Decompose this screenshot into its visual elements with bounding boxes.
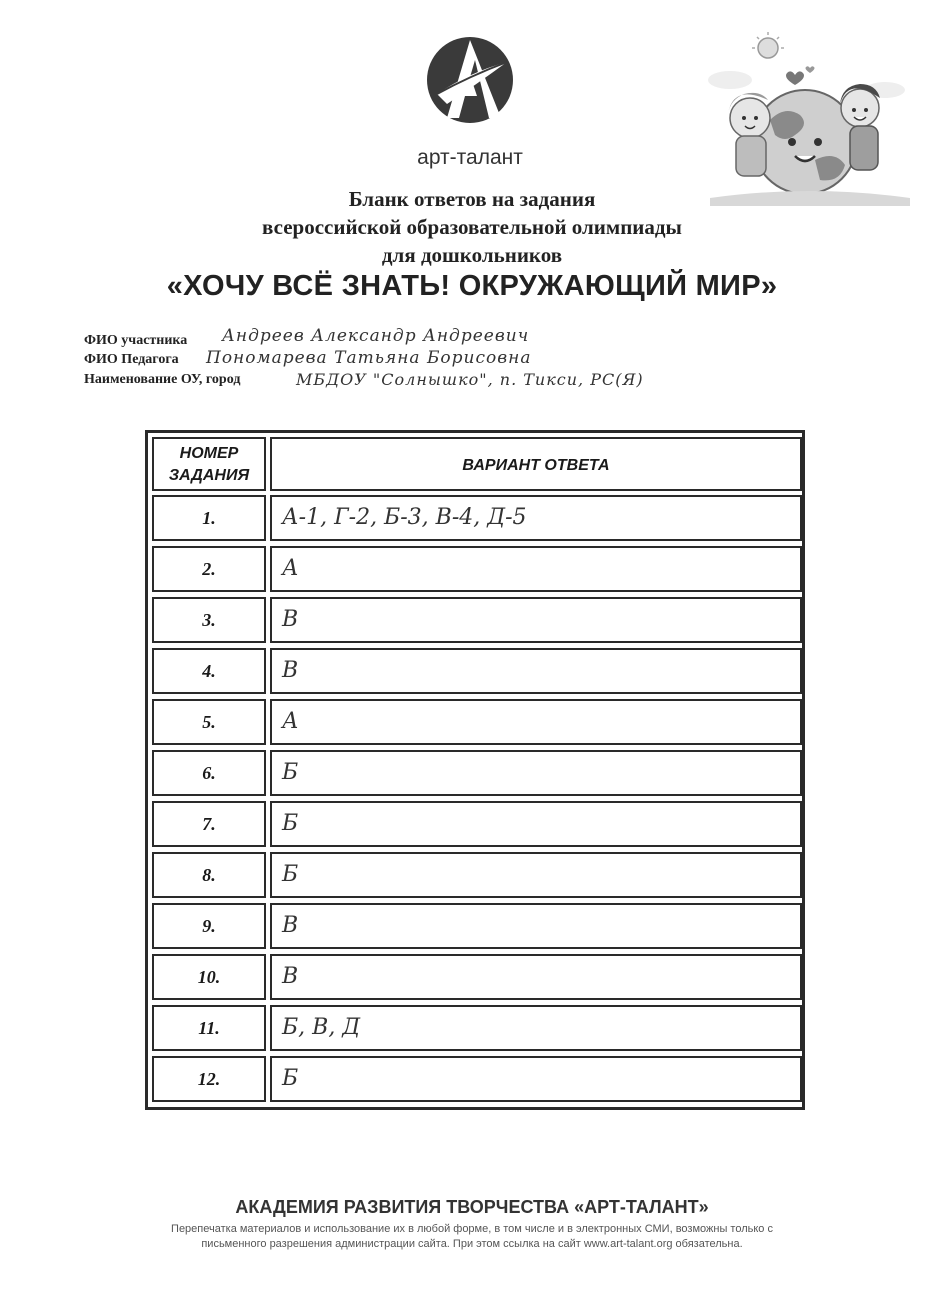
table-row bbox=[152, 495, 802, 541]
task-answer: Б bbox=[270, 801, 802, 847]
task-answer: В bbox=[270, 954, 802, 1000]
teacher-label: ФИО Педагога bbox=[84, 352, 179, 367]
column-header-number: НОМЕР ЗАДАНИЯ bbox=[152, 437, 266, 491]
task-answer: А bbox=[270, 699, 802, 745]
task-number: 7. bbox=[152, 801, 266, 847]
title-line-2: всероссийской образовательной олимпиады bbox=[262, 215, 682, 239]
copyright-note-line-2: письменного разрешения администрации сайта. При этом ссылка на сайт www.art-talant.org обязательна. bbox=[201, 1238, 743, 1250]
art-talant-logo-icon bbox=[425, 32, 515, 128]
task-answer: Б, В, Д bbox=[270, 1005, 802, 1051]
column-header-answer: ВАРИАНТ ОТВЕТА bbox=[270, 437, 802, 491]
copyright-note bbox=[110, 1222, 834, 1252]
task-number: 10. bbox=[152, 954, 266, 1000]
table-row bbox=[152, 699, 802, 745]
teacher-value: Пономарева Татьяна Борисовна bbox=[206, 348, 532, 368]
participant-label: ФИО участника bbox=[84, 333, 188, 348]
task-answer: В bbox=[270, 648, 802, 694]
brand-name: арт-талант bbox=[417, 146, 523, 169]
table-row bbox=[152, 1056, 802, 1102]
table-row bbox=[152, 801, 802, 847]
task-answer: В bbox=[270, 903, 802, 949]
table-row bbox=[152, 546, 802, 592]
task-answer: Б bbox=[270, 750, 802, 796]
title-line-1: Бланк ответов на задания bbox=[348, 187, 596, 211]
task-number: 4. bbox=[152, 648, 266, 694]
task-answer: А bbox=[270, 546, 802, 592]
task-number: 3. bbox=[152, 597, 266, 643]
table-row bbox=[152, 750, 802, 796]
table-row bbox=[152, 597, 802, 643]
task-number: 2. bbox=[152, 546, 266, 592]
task-number: 12. bbox=[152, 1056, 266, 1102]
task-number: 5. bbox=[152, 699, 266, 745]
task-number: 1. bbox=[152, 495, 266, 541]
task-number: 11. bbox=[152, 1005, 266, 1051]
copyright-note-line-1: Перепечатка материалов и использование их в любой форме, в том числе и в электронных СМИ, возможны только с bbox=[171, 1223, 773, 1235]
task-answer: А-1, Г-2, Б-3, В-4, Д-5 bbox=[270, 495, 802, 541]
participant-value: Андреев Александр Андреевич bbox=[222, 326, 530, 346]
task-number: 8. bbox=[152, 852, 266, 898]
task-number: 9. bbox=[152, 903, 266, 949]
task-answer: Б bbox=[270, 852, 802, 898]
task-number: 6. bbox=[152, 750, 266, 796]
olympiad-title: «ХОЧУ ВСЁ ЗНАТЬ! ОКРУЖАЮЩИЙ МИР» bbox=[166, 270, 778, 302]
title-line-3: для дошкольников bbox=[381, 243, 563, 267]
footer-title: АКАДЕМИЯ РАЗВИТИЯ ТВОРЧЕСТВА «АРТ-ТАЛАНТ» bbox=[235, 1197, 709, 1217]
org-label: Наименование ОУ, город bbox=[84, 372, 241, 387]
task-answer: В bbox=[270, 597, 802, 643]
table-row bbox=[152, 903, 802, 949]
answer-table bbox=[145, 430, 805, 1110]
task-answer: Б bbox=[270, 1056, 802, 1102]
org-value: МБДОУ "Солнышко", п. Тикси, РС(Я) bbox=[296, 370, 644, 389]
children-earth-illustration-icon bbox=[700, 30, 915, 210]
table-row bbox=[152, 852, 802, 898]
table-row bbox=[152, 954, 802, 1000]
table-row bbox=[152, 648, 802, 694]
table-row bbox=[152, 1005, 802, 1051]
